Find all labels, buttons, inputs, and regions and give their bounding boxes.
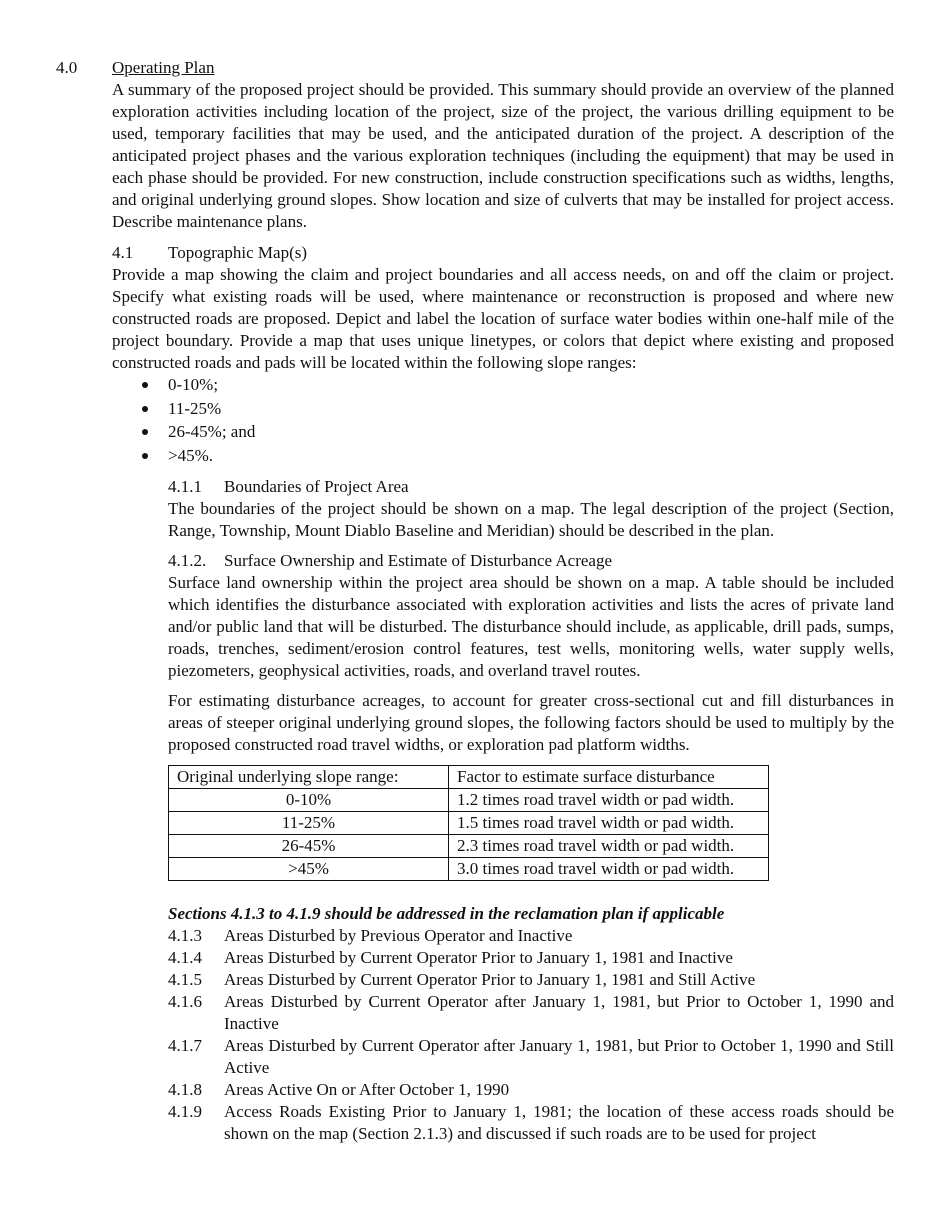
document-page (56, 57, 894, 1145)
subsection-412-paragraph-2: For estimating disturbance acreages, to account for greater cross-sectional cut and fill disturbances in areas of steeper original underlying ground slopes, the following factors should be used to multiply by the proposed constructed road travel widths, or exploration pad platform widths. (168, 690, 894, 754)
list-item (168, 1035, 894, 1079)
list-item-text: Areas Disturbed by Current Operator after January 1, 1981, but Prior to October 1, 1990 and Still Active (224, 1035, 894, 1077)
subsection-411-title: Boundaries of Project Area (224, 476, 409, 496)
list-item (168, 1079, 894, 1101)
list-item-text: Areas Disturbed by Previous Operator and Inactive (224, 925, 573, 945)
subsection-412-title: Surface Ownership and Estimate of Disturbance Acreage (224, 550, 613, 570)
slope-range-item: 0-10%; (112, 374, 894, 396)
list-item-text: Access Roads Existing Prior to January 1, 1981; the location of these access roads should be shown on the map (Section 2.1.3) and discussed if such roads are to be used for project (224, 1101, 894, 1143)
list-item (168, 925, 894, 947)
subsection-411-number: 4.1.1 (168, 476, 202, 496)
table-row (169, 811, 769, 834)
disturbance-factor-table (168, 765, 769, 881)
subsection-412-paragraph-1: Surface land ownership within the project area should be shown on a map. A table should be included which identifies the disturbance associated with exploration activities and lists the acres of private land and/or public land that will be disturbed. The disturbance should include, as applicable, drill pads, sumps, roads, trenches, sediment/erosion control features, test wells, monitoring wells, water supply wells, piezometers, geophysical activities, roads, and overland travel routes. (168, 572, 894, 680)
list-item-number: 4.1.3 (168, 925, 202, 945)
list-item (168, 1101, 894, 1145)
table-cell: 11-25% (169, 811, 449, 834)
list-item-number: 4.1.7 (168, 1035, 202, 1055)
table-row (169, 834, 769, 857)
section-title: Operating Plan (112, 58, 215, 77)
table-row (169, 857, 769, 880)
table-cell: >45% (169, 857, 449, 880)
list-item-number: 4.1.8 (168, 1079, 202, 1099)
reclamation-note: Sections 4.1.3 to 4.1.9 should be addressed in the reclamation plan if applicable (168, 903, 725, 923)
table-cell: 1.5 times road travel width or pad width. (449, 811, 769, 834)
subsection-412-number: 4.1.2. (168, 550, 207, 570)
reclamation-items-list (168, 925, 894, 1145)
slope-range-item: >45%. (112, 445, 894, 467)
subsection-41-heading (112, 242, 894, 264)
table-cell: 1.2 times road travel width or pad width. (449, 788, 769, 811)
section-number: 4.0 (56, 58, 78, 77)
slope-range-item: 11-25% (112, 398, 894, 420)
list-item-number: 4.1.5 (168, 969, 202, 989)
subsection-41-title: Topographic Map(s) (168, 243, 308, 262)
list-item (168, 969, 894, 991)
subsection-41-paragraph: Provide a map showing the claim and project boundaries and all access needs, on and off the claim or project. Specify what existing roads will be used, where maintenance or reconstruction is proposed and where new constructed roads are proposed. Depict and label the location of surface water bodies within one-half mile of the project boundary. Provide a map that uses unique linetypes, or colors that depict where existing and proposed constructed roads and pads will be located within the following slope ranges: (112, 265, 894, 372)
section-heading (56, 57, 894, 79)
list-item-text: Areas Disturbed by Current Operator Prior to January 1, 1981 and Inactive (224, 947, 733, 967)
table-cell: 3.0 times road travel width or pad width. (449, 857, 769, 880)
subsection-41-number: 4.1 (112, 243, 134, 262)
list-item-number: 4.1.4 (168, 947, 202, 967)
list-item (168, 991, 894, 1035)
list-item (168, 947, 894, 969)
subsection-412-heading (168, 550, 894, 572)
table-header-row (169, 765, 769, 788)
list-item-number: 4.1.9 (168, 1101, 202, 1121)
table-cell: 26-45% (169, 834, 449, 857)
section-paragraph: A summary of the proposed project should be provided. This summary should provide an overview of the planned exploration activities including location of the project, size of the project, the various drilling equipment to be used, temporary facilities that may be used, and the anticipated duration of the project. A description of the anticipated project phases and the various exploration techniques (including the equipment) that may be used in each phase should be provided. For new construction, include construction specifications such as widths, lengths, and original underlying ground slopes. Show location and size of culverts that may be installed for project access. Describe maintenance plans. (112, 80, 894, 231)
table-header-cell: Original underlying slope range: (169, 765, 449, 788)
list-item-text: Areas Disturbed by Current Operator Prior to January 1, 1981 and Still Active (224, 969, 756, 989)
subsection-411-paragraph: The boundaries of the project should be shown on a map. The legal description of the project (Section, Range, Township, Mount Diablo Baseline and Meridian) should be described in the plan. (168, 498, 894, 540)
table-row (169, 788, 769, 811)
slope-range-list (112, 374, 894, 467)
list-item-text: Areas Active On or After October 1, 1990 (224, 1079, 510, 1099)
list-item-number: 4.1.6 (168, 991, 202, 1011)
slope-range-item: 26-45%; and (112, 421, 894, 443)
table-cell: 2.3 times road travel width or pad width. (449, 834, 769, 857)
table-header-cell: Factor to estimate surface disturbance (449, 765, 769, 788)
table-cell: 0-10% (169, 788, 449, 811)
list-item-text: Areas Disturbed by Current Operator after January 1, 1981, but Prior to October 1, 1990 and Inactive (224, 991, 894, 1033)
subsection-411-heading (168, 476, 894, 498)
